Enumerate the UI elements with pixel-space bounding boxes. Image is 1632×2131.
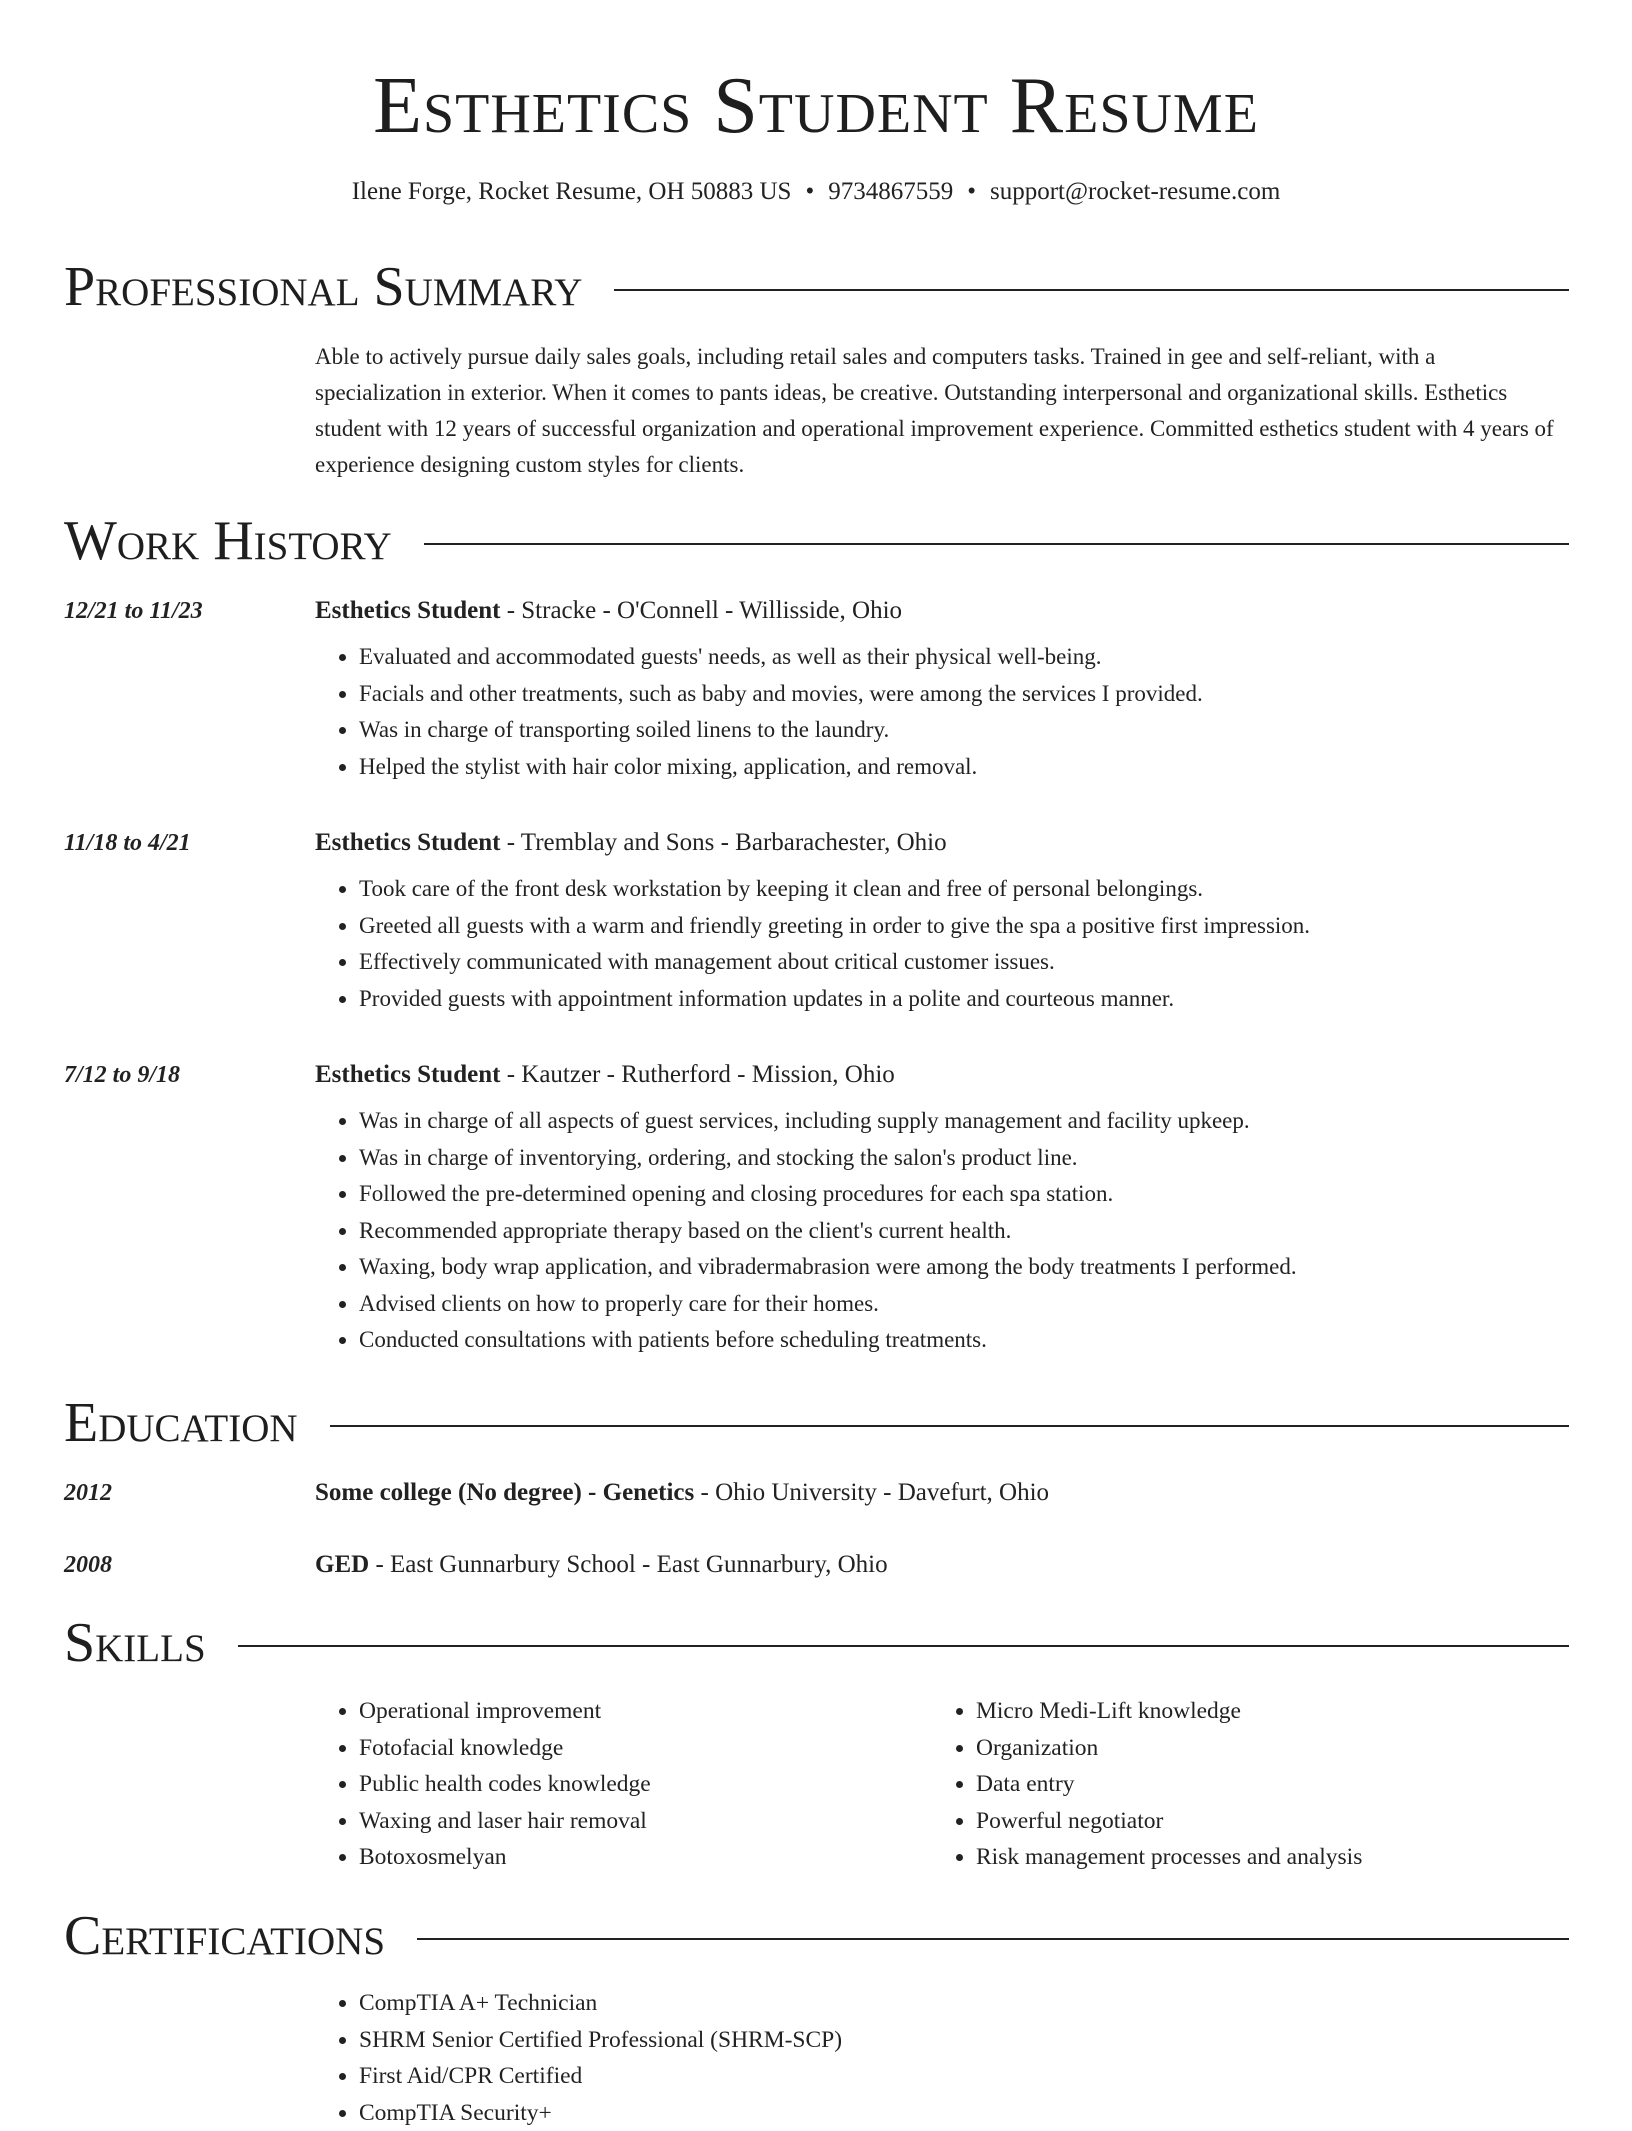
list-item: • Was in charge of transporting soiled linens to the laundry. (359, 712, 1559, 749)
list-item: • Was in charge of inventorying, ordering, and stocking the salon's product line. (359, 1140, 1559, 1177)
list-item: • Facials and other treatments, such as baby and movies, were among the services I provided. (359, 676, 1559, 713)
list-item: • Followed the pre-determined opening and closing procedures for each spa station. (359, 1176, 1559, 1213)
contact-phone: 9734867559 (828, 178, 953, 205)
list-item: • Helped the stylist with hair color mixing, application, and removal. (359, 749, 1559, 786)
education-year: 2008 (64, 1549, 112, 1581)
work-bullets (315, 639, 1559, 785)
skill-item: • Operational improvement (359, 1693, 919, 1730)
contact-line (0, 176, 1632, 208)
work-section-header (64, 509, 1569, 573)
certification-item: • First Aid/CPR Certified (359, 2058, 1559, 2095)
resume-title: Esthetics Student Resume (0, 56, 1632, 156)
section-divider (238, 1645, 1569, 1647)
list-item: • Took care of the front desk workstation by keeping it clean and free of personal belongings. (359, 871, 1559, 908)
certifications-list (315, 1985, 1559, 2131)
certification-item: • CompTIA A+ Technician (359, 1985, 1559, 2022)
section-divider (424, 543, 1569, 545)
skill-item: • Organization (976, 1730, 1596, 1767)
skill-item: • Botoxosmelyan (359, 1839, 919, 1876)
list-item: • Provided guests with appointment information updates in a polite and courteous manner. (359, 981, 1559, 1018)
school-details: - Ohio University - Davefurt, Ohio (694, 1479, 1049, 1506)
school-details: - East Gunnarbury School - East Gunnarbury, Ohio (369, 1551, 887, 1578)
job-title: Esthetics Student (315, 1061, 500, 1088)
summary-section-header (64, 255, 1569, 319)
skill-item: • Powerful negotiator (976, 1803, 1596, 1840)
skill-item: • Waxing and laser hair removal (359, 1803, 919, 1840)
certification-item: • CompTIA Security+ (359, 2095, 1559, 2131)
work-history-heading: Work History (64, 509, 424, 573)
skill-item: • Data entry (976, 1766, 1596, 1803)
section-divider (330, 1425, 1569, 1427)
skill-item: • Fotofacial knowledge (359, 1730, 919, 1767)
work-bullets (315, 1103, 1559, 1359)
contact-address: Ilene Forge, Rocket Resume, OH 50883 US (352, 178, 792, 205)
job-title: Esthetics Student (315, 829, 500, 856)
skills-heading: Skills (64, 1611, 238, 1675)
degree: GED (315, 1551, 369, 1578)
contact-email: support@rocket-resume.com (990, 178, 1280, 205)
work-role (315, 595, 902, 627)
skill-item: • Risk management processes and analysis (976, 1839, 1596, 1876)
skill-item: • Micro Medi-Lift knowledge (976, 1693, 1596, 1730)
list-item: • Advised clients on how to properly care for their homes. (359, 1286, 1559, 1323)
job-details: - Stracke - O'Connell - Willisside, Ohio (500, 597, 902, 624)
list-item: • Evaluated and accommodated guests' needs, as well as their physical well-being. (359, 639, 1559, 676)
list-item: • Greeted all guests with a warm and friendly greeting in order to give the spa a positive first impression. (359, 908, 1559, 945)
work-role (315, 1059, 895, 1091)
job-title: Esthetics Student (315, 597, 500, 624)
work-role (315, 827, 947, 859)
summary-heading: Professional Summary (64, 255, 614, 319)
degree: Some college (No degree) - Genetics (315, 1479, 694, 1506)
work-bullets (315, 871, 1559, 1017)
work-dates: 7/12 to 9/18 (64, 1059, 180, 1091)
education-degree-line (315, 1477, 1049, 1509)
summary-text: Able to actively pursue daily sales goals, including retail sales and computers tasks. Trained in gee and self-reliant, with a specialization in exterior. When it comes to pants ideas, be creative. Outstanding interpersonal and organizational skills. Esthetics student with 12 years of successful organization and operational improvement experience. Committed esthetics student with 4 years of experience designing custom styles for clients. (315, 339, 1565, 483)
certification-item: • SHRM Senior Certified Professional (SHRM-SCP) (359, 2022, 1559, 2059)
list-item: • Conducted consultations with patients before scheduling treatments. (359, 1322, 1559, 1359)
certifications-heading: Certifications (64, 1904, 417, 1968)
section-divider (614, 289, 1569, 291)
list-item: • Effectively communicated with management about critical customer issues. (359, 944, 1559, 981)
skills-list-right (932, 1693, 1596, 1876)
work-dates: 12/21 to 11/23 (64, 595, 203, 627)
education-section-header (64, 1391, 1569, 1455)
education-degree-line (315, 1549, 888, 1581)
job-details: - Tremblay and Sons - Barbarachester, Ohio (500, 829, 946, 856)
education-heading: Education (64, 1391, 330, 1455)
skills-section-header (64, 1611, 1569, 1675)
skills-list-left (315, 1693, 919, 1876)
certifications-section-header (64, 1904, 1569, 1968)
work-dates: 11/18 to 4/21 (64, 827, 191, 859)
skill-item: • Public health codes knowledge (359, 1766, 919, 1803)
education-year: 2012 (64, 1477, 112, 1509)
job-details: - Kautzer - Rutherford - Mission, Ohio (500, 1061, 894, 1088)
contact-separator: • (967, 178, 976, 205)
list-item: • Recommended appropriate therapy based on the client's current health. (359, 1213, 1559, 1250)
list-item: • Waxing, body wrap application, and vibradermabrasion were among the body treatments I performed. (359, 1249, 1559, 1286)
contact-separator: • (805, 178, 814, 205)
list-item: • Was in charge of all aspects of guest services, including supply management and facility upkeep. (359, 1103, 1559, 1140)
section-divider (417, 1938, 1569, 1940)
